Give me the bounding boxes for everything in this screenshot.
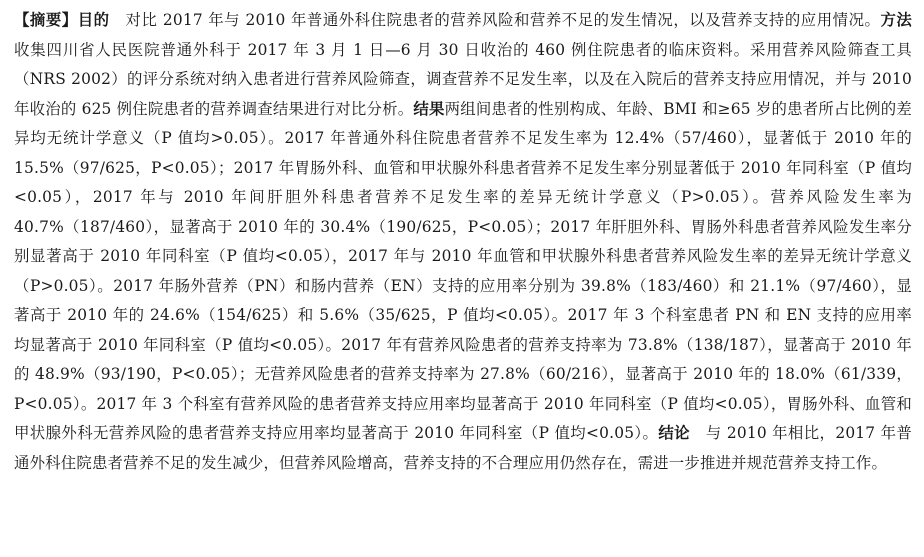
objective-label: 目的 [77,11,110,29]
conclusion-label: 结论 [658,424,690,442]
conclusion-text: 与 2010 年相比，2017 年普通外科住院患者营养不足的发生减少，但营养风险增高，营养支持的不合理应用仍然存在，需进一步推进并规范营养支持工作。 [14,424,912,472]
results-label: 结果 [413,99,445,118]
abstract-paragraph [14,6,912,478]
results-text: 两组间患者的性别构成、年龄、BMI 和≥65 岁的患者所占比例的差异均无统计学意义（P 值均>0.05）。2017 年普通外科住院患者营养不足发生率为 12.4%（57/460），显著低于 2010 年的 15.5%（97/625，P<0.05）；2017 年胃肠外科、血管和甲状腺外科患者营养不足发生率分别显著低于 2010 年同科室（P 值均<0.05），2017 年与 2010 年间肝胆外科患者营养不足发生率的差异无统计学意义（P>0.05）。营养风险发生率为40.7%（187/460），显著高于 2010 年的 30.4%（190/625，P<0.05）；2017 年肝胆外科、胃肠外科患者营养风险发生率分别显著高于 2010 年同科室（P 值均<0.05），2017 年与 2010 年血管和甲状腺外科患者营养风险发生率的差异无统计学意义（P>0.05）。2017 年肠外营养（PN）和肠内营养（EN）支持的应用率分别为 39.8%（183/460）和 21.1%（97/460），显著高于 2010 年的 24.6%（154/625）和 5.6%（35/625，P 值均<0.05）。2017 年 3 个科室患者 PN 和 EN 支持的应用率均显著高于 2010 年同科室（P 值均<0.05）。2017 年有营养风险患者的营养支持率为 73.8%（138/187），显著高于 2010 年的 48.9%（93/190，P<0.05）；无营养风险患者的营养支持率为 27.8%（60/216），显著高于 2010 年的 18.0%（61/339，P<0.05）。2017 年 3 个科室有营养风险的患者营养支持应用率均显著高于 2010 年同科室（P 值均<0.05），胃肠外科、血管和甲状腺外科无营养风险的患者营养支持应用率均显著高于 2010 年同科室（P 值均<0.05）。 [14,99,913,442]
objective-text: 对比 2017 年与 2010 年普通外科住院患者的营养风险和营养不足的发生情况，以及营养支持的应用情况。 [125,11,881,29]
methods-text: 收集四川省人民医院普通外科于 2017 年 3 月 1 日—6 月 30 日收治的 460 例住院患者的临床资料。采用营养风险筛查工具（NRS 2002）的评分系统对纳入患者进行营养风险筛查，调查营养不足发生率，以及在入院后的营养支持应用情况，并与 2010 年收治的 625 例住院患者的营养调查结果进行对比分析。 [14,40,912,118]
abstract-heading: 【摘要】 [14,11,78,29]
methods-label: 方法 [880,11,912,29]
